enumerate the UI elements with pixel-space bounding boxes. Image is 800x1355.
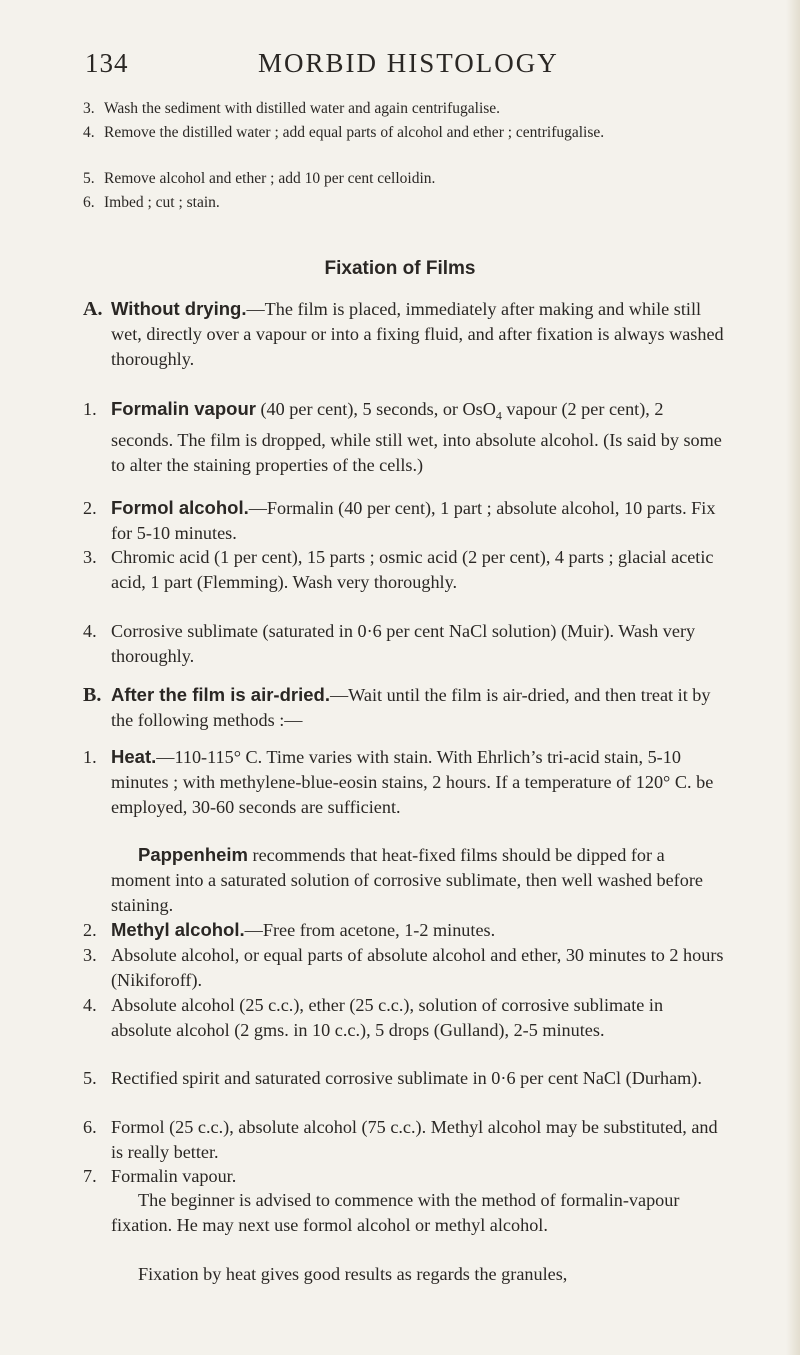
- item-text: Absolute alcohol, or equal parts of absolute alcohol and ether, 30 minutes to 2 hours (Nikiforoff).: [111, 945, 724, 990]
- item-text: Absolute alcohol (25 c.c.), ether (25 c.c.), solution of corrosive sublimate in absolute alcohol (2 gms. in 10 c.c.), 5 drops (Gulland), 2-5 minutes.: [111, 995, 664, 1040]
- item-number: 3.: [83, 100, 95, 117]
- section-lead: After the film is air-dried.: [111, 684, 330, 705]
- item-lead: Formalin vapour: [111, 398, 256, 419]
- item-text: Corrosive sublimate (saturated in 0·6 per cent NaCl solution) (Muir). Wash very thoroughly.: [111, 621, 696, 666]
- page-edge-shadow: [786, 0, 800, 1355]
- item-text: Formol (25 c.c.), absolute alcohol (75 c.c.). Methyl alcohol may be substituted, and is really better.: [111, 1117, 718, 1162]
- subscript: 4: [495, 408, 502, 423]
- item-number: 2.: [83, 920, 97, 940]
- item-number: 6.: [83, 1117, 97, 1137]
- item-number: 5.: [83, 1068, 97, 1088]
- item-number: 3.: [83, 547, 97, 567]
- item-body: recommends that heat-fixed films should be dipped for a moment into a saturated solution of corrosive sublimate, then well washed before staining.: [111, 845, 703, 915]
- item-number: 2.: [83, 498, 97, 518]
- running-head: MORBID HISTOLOGY: [258, 48, 559, 78]
- item-body: —Formalin (40 per cent), 1 part ; absolute alcohol, 10 parts. Fix for 5-10 minutes.: [111, 498, 716, 543]
- item-text: Wash the sediment with distilled water and again centrifugalise.: [104, 100, 501, 117]
- item-lead: Formol alcohol.: [111, 497, 249, 518]
- item-text: Formalin vapour.: [111, 1166, 237, 1186]
- section-lead: Without drying.: [111, 298, 247, 319]
- item-text: [111, 745, 727, 819]
- item-text: [111, 918, 727, 943]
- section-body: —The film is placed, immediately after making and while still wet, directly over a vapour or into a fixing fluid, and after fixation is always washed thoroughly.: [111, 299, 724, 369]
- section-title: Fixation of Films: [324, 258, 476, 279]
- paragraph-text: [111, 843, 727, 917]
- item-lead: Heat.: [111, 746, 157, 767]
- page-header: [85, 48, 745, 88]
- item-number: 4.: [83, 124, 95, 141]
- item-text: Remove alcohol and ether ; add 10 per cent celloidin.: [104, 170, 436, 187]
- item-text: Rectified spirit and saturated corrosive sublimate in 0·6 per cent NaCl (Durham).: [111, 1068, 702, 1088]
- item-body: —Free from acetone, 1-2 minutes.: [244, 920, 496, 940]
- item-number: 4.: [83, 621, 97, 641]
- item-text: Imbed ; cut ; stain.: [104, 194, 220, 211]
- item-number: 6.: [83, 194, 95, 211]
- item-text: [111, 496, 727, 546]
- item-body-cont: vapour (2 per cent), 2 seconds. The film is dropped, while still wet, into absolute alcohol. (Is said by some to alter the staining properties of the cells.): [111, 399, 722, 476]
- section-a-text: [111, 297, 727, 371]
- item-text: [111, 397, 727, 478]
- paragraph-text: Fixation by heat gives good results as regards the granules,: [138, 1264, 568, 1284]
- item-text: Remove the distilled water ; add equal parts of alcohol and ether ; centrifugalise.: [104, 124, 605, 141]
- page-number: 134: [85, 48, 129, 78]
- section-body: —Wait until the film is air-dried, and then treat it by the following methods :—: [111, 685, 711, 730]
- item-lead: Pappenheim: [138, 844, 248, 865]
- item-body: (40 per cent), 5 seconds, or OsO: [255, 399, 496, 419]
- section-letter: B.: [83, 684, 102, 706]
- item-number: 3.: [83, 945, 97, 965]
- item-body: —110-115° C. Time varies with stain. With Ehrlich’s tri-acid stain, 5-10 minutes ; with methylene-blue-eosin stains, 2 hours. If a temperature of 120° C. be employed, 30-60 seconds are sufficient.: [111, 747, 714, 817]
- paragraph-text: The beginner is advised to commence with the method of formalin-vapour fixation. He may next use formol alcohol or methyl alcohol.: [111, 1190, 680, 1235]
- item-lead: Methyl alcohol.: [111, 919, 245, 940]
- section-letter: A.: [83, 298, 103, 320]
- item-number: 7.: [83, 1166, 97, 1186]
- section-b-text: [111, 683, 727, 733]
- item-number: 1.: [83, 399, 97, 419]
- item-number: 4.: [83, 995, 97, 1015]
- item-number: 5.: [83, 170, 95, 187]
- item-text: Chromic acid (1 per cent), 15 parts ; osmic acid (2 per cent), 4 parts ; glacial acetic acid, 1 part (Flemming). Wash very thoroughly.: [111, 547, 714, 592]
- item-number: 1.: [83, 747, 97, 767]
